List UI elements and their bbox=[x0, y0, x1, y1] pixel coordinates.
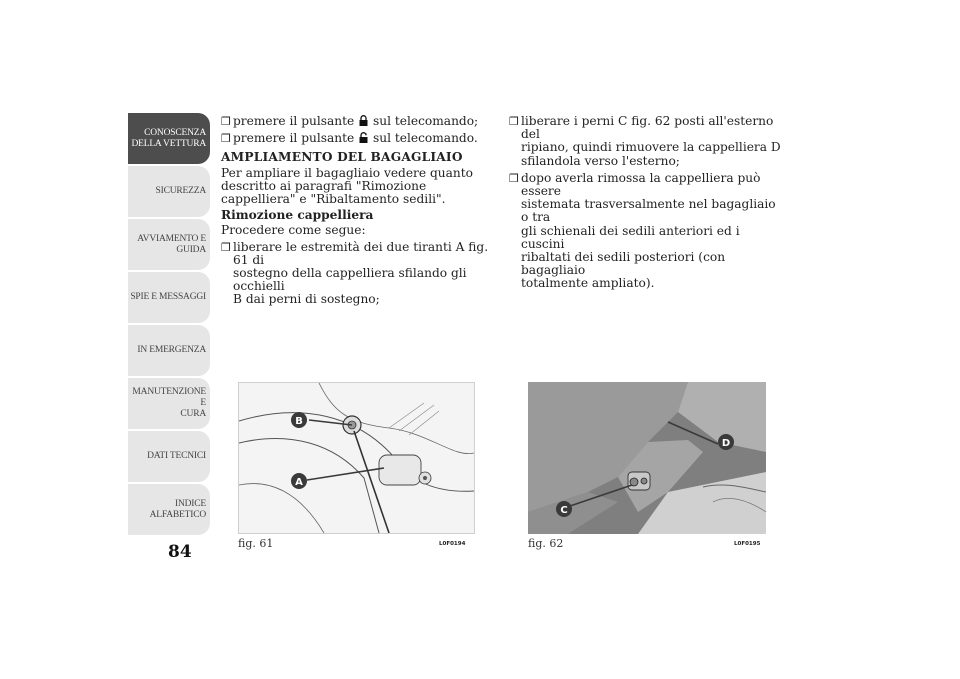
lock-open-icon bbox=[359, 132, 368, 143]
tab-sicurezza[interactable] bbox=[128, 166, 210, 217]
bullet-icon: ❒ bbox=[509, 115, 519, 128]
list-item bbox=[509, 115, 784, 168]
figure-62-code: L0F0195 bbox=[734, 541, 761, 547]
bullet-line: totalmente ampliato). bbox=[521, 276, 655, 291]
tab-indice-alfabetico[interactable] bbox=[128, 484, 210, 535]
bullet-text: sul telecomando; bbox=[372, 114, 479, 128]
tab-label: INDICE ALFABETICO bbox=[149, 498, 206, 520]
tab-label: MANUTENZIONE E CURA bbox=[132, 387, 206, 419]
callout-c: C bbox=[560, 505, 568, 516]
page-number: 84 bbox=[168, 542, 192, 562]
bullet-line: sostegno della cappelliera sfilando gli occhielli bbox=[233, 266, 467, 294]
chapter-sidebar bbox=[128, 113, 210, 537]
bullet-text: premere il pulsante bbox=[233, 131, 355, 146]
tab-in-emergenza[interactable] bbox=[128, 325, 210, 376]
bullet-line: gli schienali dei sedili anteriori ed i cuscini bbox=[521, 223, 740, 251]
bullet-line: B dai perni di sostegno; bbox=[233, 292, 380, 307]
paragraph bbox=[221, 167, 493, 207]
list-item bbox=[221, 115, 493, 128]
tab-label: DATI TECNICI bbox=[147, 451, 206, 461]
bullet-icon: ❒ bbox=[509, 171, 519, 185]
bullet-text: sul telecomando. bbox=[372, 131, 478, 146]
right-text-column bbox=[509, 115, 784, 295]
intro-text: Procedere come segue: bbox=[221, 223, 366, 238]
tab-dati-tecnici[interactable] bbox=[128, 431, 210, 482]
figure-62 bbox=[528, 382, 766, 534]
bullet-line: liberare i perni C fig. 62 posti all'esterno del bbox=[521, 114, 774, 142]
bullet-line: ribaltati dei sedili posteriori (con bagagliaio bbox=[521, 250, 726, 278]
figure-61-caption: fig. 61 bbox=[238, 537, 274, 550]
bullet-line: ripiano, quindi rimuovere la cappelliera D bbox=[521, 140, 781, 155]
tab-manutenzione-e-cura[interactable] bbox=[128, 378, 210, 429]
list-item bbox=[509, 172, 784, 291]
callout-a: A bbox=[295, 477, 303, 488]
paragraph-line: ai paragrafi "Rimozione cappelliera" e bbox=[221, 178, 427, 207]
figure-61-illustration bbox=[239, 383, 474, 533]
figure-62-caption: fig. 62 bbox=[528, 537, 564, 550]
callout-d: D bbox=[721, 438, 731, 449]
bullet-text: premere il pulsante bbox=[233, 114, 355, 128]
bullet-icon: ❒ bbox=[221, 240, 231, 254]
callout-b: B bbox=[295, 416, 303, 427]
tab-spie-e-messaggi[interactable] bbox=[128, 272, 210, 323]
left-text-column bbox=[221, 115, 493, 311]
tab-conoscenza-della-vettura[interactable] bbox=[128, 113, 210, 164]
paragraph-line: "Ribaltamento sedili". bbox=[310, 192, 446, 207]
tab-label: AVVIAMENTO E GUIDA bbox=[137, 233, 206, 255]
figure-61-code: L0F0194 bbox=[439, 541, 466, 547]
subsection-heading: Rimozione cappelliera bbox=[221, 208, 374, 223]
tab-label: CONOSCENZA DELLA VETTURA bbox=[131, 127, 206, 149]
section-heading: AMPLIAMENTO DEL BAGAGLIAIO bbox=[221, 150, 463, 165]
figure-62-illustration bbox=[528, 382, 766, 534]
list-item bbox=[221, 241, 493, 307]
tab-label: SPIE E MESSAGGI bbox=[130, 292, 206, 302]
bullet-line: dopo averla rimossa la cappelliera può essere bbox=[521, 170, 761, 199]
figure-61 bbox=[238, 382, 475, 534]
tab-label: SICUREZZA bbox=[155, 186, 206, 196]
tab-label: IN EMERGENZA bbox=[137, 345, 206, 355]
lock-closed-icon bbox=[359, 115, 368, 126]
tab-avviamento-e-guida[interactable] bbox=[128, 219, 210, 270]
bullet-icon: ❒ bbox=[221, 115, 231, 128]
bullet-line: sistemata trasversalmente nel bagagliaio o tra bbox=[521, 197, 776, 225]
bullet-line: liberare le estremità dei due tiranti A fig. 61 di bbox=[233, 239, 489, 267]
bullet-line: sfilandola verso l'esterno; bbox=[521, 153, 680, 168]
bullet-icon: ❒ bbox=[221, 132, 231, 146]
paragraph-line: Per ampliare il bagagliaio vedere quanto descritto bbox=[221, 165, 473, 193]
list-item bbox=[221, 132, 493, 145]
